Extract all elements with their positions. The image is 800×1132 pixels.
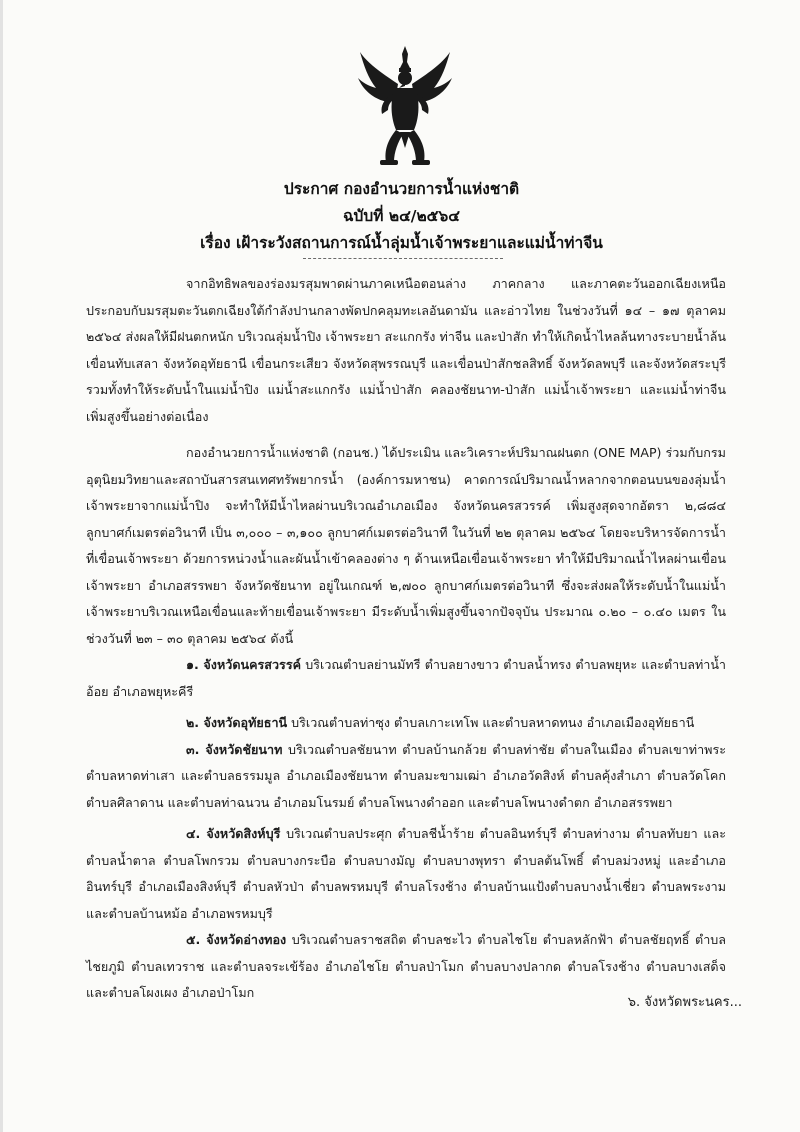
province-item-label: ๓. จังหวัดชัยนาท (186, 741, 283, 757)
province-item-label: ๒. จังหวัดอุทัยธานี (186, 715, 288, 730)
continuation-note: ๖. จังหวัดพระนคร... (627, 995, 742, 1010)
province-item-label: ๑. จังหวัดนครสวรรค์ (186, 657, 302, 672)
province-item-4 (86, 821, 726, 927)
province-item-3 (86, 737, 726, 817)
province-item-text: บริเวณตำบลประศุก ตำบลชีน้ำร้าย ตำบลอินทร์บุรี ตำบลท่างาม ตำบลทับยา และตำบลน้ำตาล ตำบลโพกรวม ตำบลบางกระบือ ตำบลบางมัญ ตำบลบางพุทรา ตำบลต้นโพธิ์ ตำบลม่วงหมู่ และอำเภออินทร์บุรี อำเภอเมืองสิงห์บุรี ตำบลหัวป่า ตำบลพรหมบุรี ตำบลโรงช้าง ตำบลบ้านแป้งตำบลบางน้ำเชี่ยว ตำบลพระงาม และตำบลบ้านหม้อ อำเภอพรหมบุรี (86, 826, 726, 921)
province-item-text: บริเวณตำบลชัยนาท ตำบลบ้านกล้วย ตำบลท่าชัย ตำบลในเมือง ตำบลเขาท่าพระ ตำบลหาดท่าเสา และตำบลธรรมมูล อำเภอเมืองชัยนาท ตำบลมะขามเฒ่า อำเภอวัดสิงห์ ตำบลคุ้งสำเภา ตำบลวัดโคก ตำบลศิลาดาน และตำบลท่าฉนวน อำเภอมโนรมย์ ตำบลโพนางดำออก และตำบลโพนางดำตก อำเภอสรรพยา (86, 741, 726, 810)
province-item-text: บริเวณตำบลย่านมัทรี ตำบลยางขาว ตำบลน้ำทรง ตำบลพยุหะ และตำบลท่าน้ำอ้อย อำเภอพยุหะคีรี (86, 657, 726, 699)
province-item-1 (86, 652, 726, 705)
document-body (86, 271, 726, 1007)
paragraph-2: กองอำนวยการน้ำแห่งชาติ (กอนช.) ได้ประเมิน และวิเคราะห์ปริมาณฝนตก (ONE MAP) ร่วมกับกรมอุตุนิยมวิทยาและสถาบันสารสนเทศทรัพยากรน้ำ (องค์การมหาชน) คาดการณ์ปริมาณน้ำหลากจากตอนบนของลุ่มน้ำเจ้าพระยาจากแม่น้ำปิง จะทำให้มีน้ำไหลผ่านบริเวณอำเภอเมือง จังหวัดนครสวรรค์ เพิ่มสูงสุดจากอัตรา ๒,๘๘๔ ลูกบาศก์เมตรต่อวินาที เป็น ๓,๐๐๐ – ๓,๑๐๐ ลูกบาศก์เมตรต่อวินาที ในวันที่ ๒๒ ตุลาคม ๒๕๖๔ โดยจะบริหารจัดการน้ำที่เขื่อนเจ้าพระยา ด้วยการหน่วงน้ำและผันน้ำเข้าคลองต่าง ๆ ด้านเหนือเขื่อนเจ้าพระยา ทำให้มีปริมาณน้ำไหลผ่านเขื่อนเจ้าพระยา อำเภอสรรพยา จังหวัดชัยนาท อยู่ในเกณฑ์ ๒,๗๐๐ ลูกบาศก์เมตรต่อวินาที ซึ่งจะส่งผลให้ระดับน้ำในแม่น้ำเจ้าพระยาบริเวณเหนือเขื่อนและท้ายเขื่อนเจ้าพระยา มีระดับน้ำเพิ่มสูงขึ้นจากปัจจุบัน ประมาณ ๐.๒๐ – ๐.๔๐ เมตร ในช่วงวันที่ ๒๓ – ๓๐ ตุลาคม ๒๕๖๔ ดังนี้ (86, 445, 726, 646)
garuda-emblem-icon (358, 44, 452, 168)
province-item-label: ๔. จังหวัดสิงห์บุรี (186, 826, 281, 841)
province-item-label: ๕. จังหวัดอ่างทอง (186, 932, 287, 947)
title-divider (303, 258, 503, 259)
paragraph-1: จากอิทธิพลของร่องมรสุมพาดผ่านภาคเหนือตอนล่าง ภาคกลาง และภาคตะวันออกเฉียงเหนือ ประกอบกับมรสุมตะวันตกเฉียงใต้กำลังปานกลางพัดปกคลุมทะเลอันดามัน และอ่าวไทย ในช่วงวันที่ ๑๔ – ๑๗ ตุลาคม ๒๕๖๔ ส่งผลให้มีฝนตกหนัก บริเวณลุ่มน้ำปิง เจ้าพระยา สะแกกรัง ท่าจีน และป่าสัก ทำให้เกิดน้ำไหลล้นทางระบายน้ำล้นเขื่อนทับเสลา จังหวัดอุทัยธานี เขื่อนกระเสียว จังหวัดสุพรรณบุรี และเขื่อนป่าสักชลสิทธิ์ จังหวัดลพบุรี และจังหวัดสระบุรี รวมทั้งทำให้ระดับน้ำในแม่น้ำปิง แม่น้ำสะแกกรัง แม่น้ำป่าสัก คลองชัยนาท-ป่าสัก แม่น้ำเจ้าพระยา และแม่น้ำท่าจีน เพิ่มสูงขึ้นอย่างต่อเนื่อง (86, 276, 726, 424)
subject-line: เรื่อง เฝ้าระวังสถานการณ์น้ำลุ่มน้ำเจ้าพระยาและแม่น้ำท่าจีน (200, 234, 603, 252)
province-item-text: บริเวณตำบลราชสถิต ตำบลชะไว ตำบลไชโย ตำบลหลักฟ้า ตำบลชัยฤทธิ์ ตำบลไชยภูมิ ตำบลเทวราช และตำบลจระเข้ร้อง อำเภอไชโย ตำบลป่าโมก ตำบลบางปลากด ตำบลโรงช้าง ตำบลบางเสด็จ และตำบลโผงเผง อำเภอป่าโมก (86, 932, 726, 1000)
issue-number: ฉบับที่ ๒๔/๒๕๖๔ (343, 207, 460, 225)
province-item-text: บริเวณตำบลท่าซุง ตำบลเกาะเทโพ และตำบลหาดทนง อำเภอเมืองอุทัยธานี (287, 715, 695, 730)
province-item-2 (86, 710, 726, 737)
announcement-title: ประกาศ กองอำนวยการน้ำแห่งชาติ (283, 180, 520, 198)
